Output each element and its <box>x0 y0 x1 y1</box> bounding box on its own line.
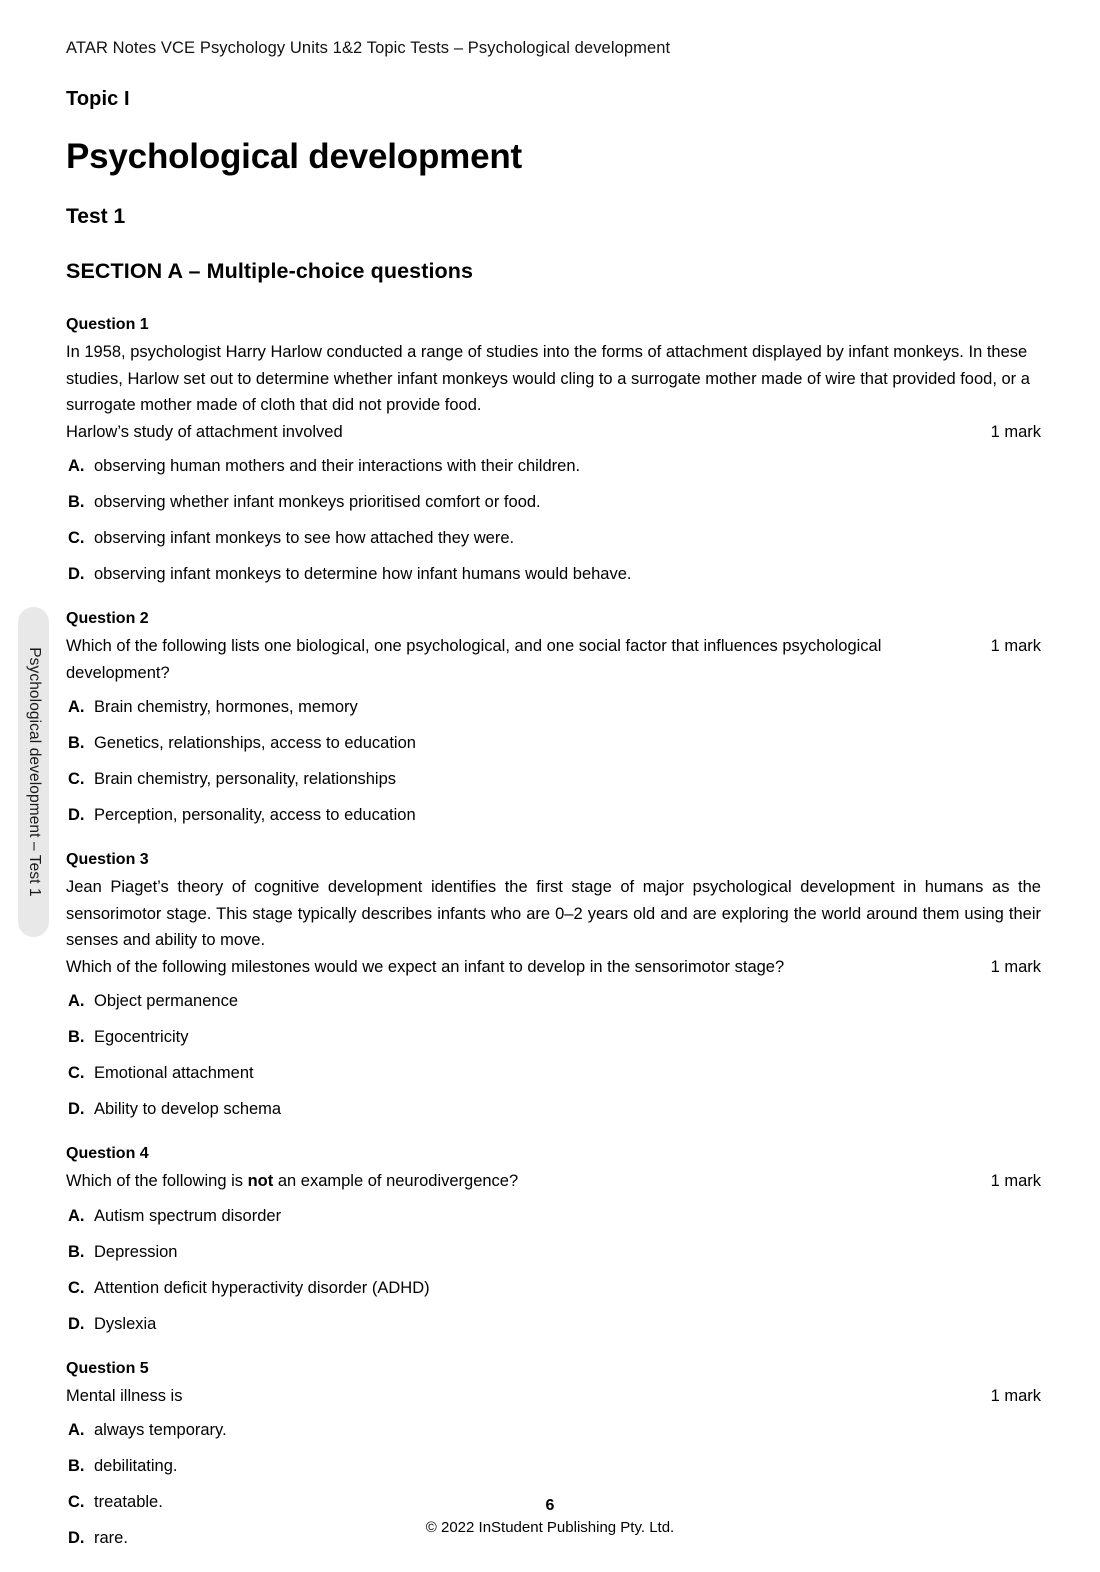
answer-option[interactable] <box>66 803 1041 827</box>
answer-option-text: always temporary. <box>94 1421 227 1439</box>
answer-options <box>66 989 1041 1121</box>
answer-option[interactable] <box>66 1204 1041 1228</box>
answer-option-text: Depression <box>94 1242 178 1261</box>
question-stem: Which of the following lists one biological, one psychological, and one social factor that influences psychological development? <box>66 637 882 682</box>
answer-option[interactable] <box>66 490 1041 514</box>
answer-options <box>66 695 1041 827</box>
questions-list <box>66 314 1041 1550</box>
question-marks: 1 mark <box>990 957 1041 976</box>
answer-option-text: observing human mothers and their interactions with their children. <box>94 457 581 475</box>
question-block <box>66 1143 1041 1336</box>
answer-option-text: Genetics, relationships, access to education <box>94 734 416 752</box>
answer-option-letter: A. <box>68 457 85 475</box>
page-content <box>66 86 1041 1572</box>
section-heading: SECTION A – Multiple-choice questions <box>66 259 474 283</box>
running-header: ATAR Notes VCE Psychology Units 1&2 Topic Tests – Psychological development <box>66 39 671 57</box>
answer-option[interactable] <box>66 1097 1041 1121</box>
question-intro: In 1958, psychologist Harry Harlow conducted a range of studies into the forms of attachment displayed by infant monkeys. In these studies, Harlow set out to determine whether infant monkeys would cling to a surrogate mother made of wire that provided food, or a surrogate mother made of cloth that did not provide food. <box>66 343 1030 414</box>
answer-option[interactable] <box>66 454 1041 478</box>
answer-option-letter: A. <box>68 992 85 1010</box>
answer-option-letter: C. <box>68 1278 85 1297</box>
answer-option-text: Brain chemistry, personality, relationships <box>94 770 397 788</box>
answer-option-letter: C. <box>68 529 85 547</box>
answer-option-letter: A. <box>68 698 85 716</box>
answer-option[interactable] <box>66 1240 1041 1264</box>
question-stem: Which of the following milestones would we expect an infant to develop in the sensorimotor stage? <box>66 957 785 976</box>
answer-option-letter: D. <box>68 565 85 583</box>
answer-option-letter: D. <box>68 1314 85 1333</box>
question-stem-row <box>66 1168 1041 1195</box>
answer-option-letter: D. <box>68 1529 85 1547</box>
answer-option-text: Egocentricity <box>94 1028 189 1046</box>
question-intro: Jean Piaget’s theory of cognitive development identifies the first stage of major psychological development in humans as the sensorimotor stage. This stage typically describes infants who are 0–2 years old and are exploring the world around them using their senses and ability to move. <box>66 878 1041 949</box>
question-stem-row <box>66 633 1041 686</box>
answer-option-letter: B. <box>68 493 85 511</box>
question-label: Question 3 <box>66 851 149 868</box>
answer-option-text: Emotional attachment <box>94 1064 254 1082</box>
answer-option-text: observing infant monkeys to determine how infant humans would behave. <box>94 565 632 583</box>
answer-option-text: observing whether infant monkeys prioritised comfort or food. <box>94 493 541 511</box>
topic-eyebrow: Topic I <box>66 88 130 110</box>
answer-option[interactable] <box>66 731 1041 755</box>
answer-option-text: treatable. <box>94 1493 163 1511</box>
answer-option-text: rare. <box>94 1529 128 1547</box>
question-label: Question 2 <box>66 610 149 627</box>
page-title: Psychological development <box>66 137 522 176</box>
answer-option-text: Brain chemistry, hormones, memory <box>94 698 358 716</box>
answer-options <box>66 454 1041 586</box>
page-number: 6 <box>545 1497 555 1514</box>
question-marks: 1 mark <box>990 1386 1041 1405</box>
answer-option[interactable] <box>66 767 1041 791</box>
answer-option-text: Ability to develop schema <box>94 1100 282 1118</box>
question-block <box>66 314 1041 586</box>
answer-option[interactable] <box>66 1312 1041 1336</box>
answer-option[interactable] <box>66 1454 1041 1478</box>
answer-option-letter: A. <box>68 1206 85 1225</box>
page-footer <box>0 1496 1100 1538</box>
answer-option[interactable] <box>66 989 1041 1013</box>
answer-option[interactable] <box>66 1061 1041 1085</box>
answer-option-letter: C. <box>68 770 85 788</box>
answer-option[interactable] <box>66 562 1041 586</box>
test-heading: Test 1 <box>66 205 126 228</box>
answer-option-text: Perception, personality, access to education <box>94 806 416 824</box>
answer-option-letter: A. <box>68 1421 85 1439</box>
question-marks: 1 mark <box>990 422 1041 441</box>
answer-option[interactable] <box>66 1025 1041 1049</box>
question-stem: Which of the following is not an example of neurodivergence? <box>66 1172 519 1190</box>
side-tab <box>18 607 49 937</box>
question-stem-row <box>66 954 1041 981</box>
answer-option-letter: D. <box>68 1100 85 1118</box>
answer-option-text: Dyslexia <box>94 1314 157 1333</box>
answer-option-text: Autism spectrum disorder <box>94 1206 282 1225</box>
answer-option-letter: B. <box>68 1242 85 1261</box>
answer-option[interactable] <box>66 1276 1041 1300</box>
question-marks: 1 mark <box>990 637 1041 655</box>
answer-option-letter: C. <box>68 1064 85 1082</box>
answer-option-letter: D. <box>68 806 85 824</box>
answer-options <box>66 1204 1041 1336</box>
side-tab-label: Psychological development – Test 1 <box>25 647 43 897</box>
answer-option-text: Attention deficit hyperactivity disorder (ADHD) <box>94 1278 430 1297</box>
answer-option[interactable] <box>66 1418 1041 1442</box>
question-label: Question 1 <box>66 316 149 333</box>
question-stem: Mental illness is <box>66 1386 183 1405</box>
answer-option-text: observing infant monkeys to see how attached they were. <box>94 529 515 547</box>
question-stem: Harlow’s study of attachment involved <box>66 422 343 441</box>
answer-option-text: debilitating. <box>94 1457 178 1475</box>
question-block <box>66 849 1041 1121</box>
answer-option[interactable] <box>66 526 1041 550</box>
answer-option-letter: C. <box>68 1493 85 1511</box>
answer-option-letter: B. <box>68 1028 85 1046</box>
answer-option-letter: B. <box>68 734 85 752</box>
question-label: Question 4 <box>66 1145 149 1162</box>
copyright-notice: © 2022 InStudent Publishing Pty. Ltd. <box>425 1519 675 1536</box>
answer-option[interactable] <box>66 695 1041 719</box>
question-block <box>66 608 1041 827</box>
question-label: Question 5 <box>66 1359 149 1377</box>
question-stem-row <box>66 419 1041 446</box>
question-stem-row <box>66 1383 1041 1410</box>
answer-option-letter: B. <box>68 1457 85 1475</box>
question-marks: 1 mark <box>990 1172 1041 1190</box>
answer-option-text: Object permanence <box>94 992 238 1010</box>
